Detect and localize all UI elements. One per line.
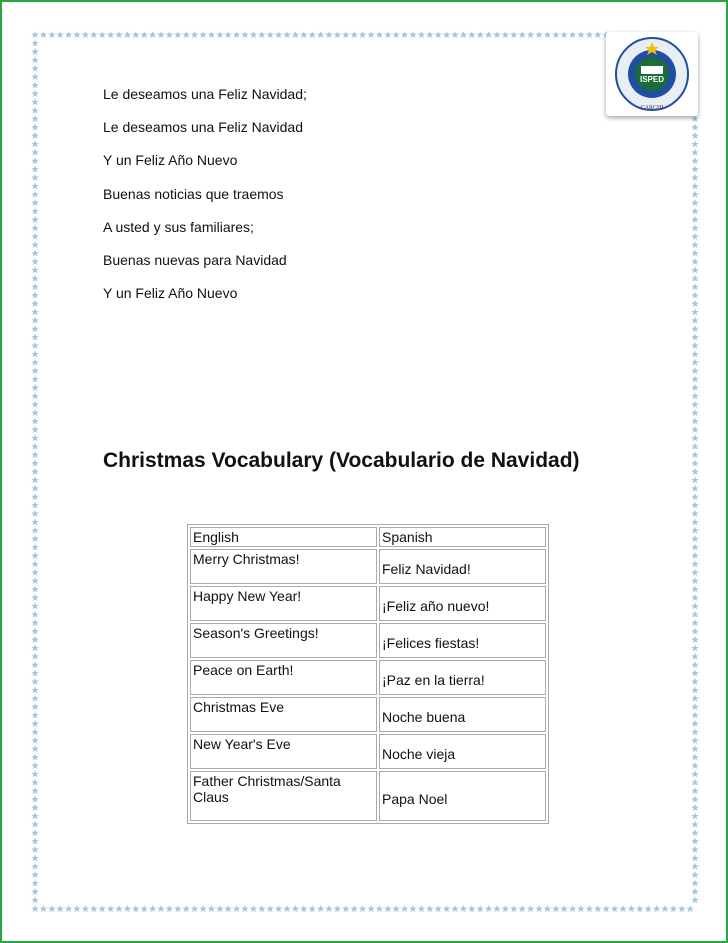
- lyric-line: Y un Feliz Año Nuevo: [103, 152, 238, 169]
- english-cell: Peace on Earth!: [190, 660, 377, 695]
- table-row: [190, 697, 546, 732]
- table-header-row: [190, 527, 546, 547]
- lyric-line: Y un Feliz Año Nuevo: [103, 285, 238, 302]
- header-english: English: [190, 527, 377, 547]
- lyric-line: Buenas nuevas para Navidad: [103, 251, 287, 268]
- english-cell: Merry Christmas!: [190, 549, 377, 584]
- table-row: [190, 734, 546, 769]
- english-cell: Happy New Year!: [190, 586, 377, 621]
- english-cell: Season's Greetings!: [190, 623, 377, 658]
- seal-icon: [610, 36, 694, 112]
- lyric-line: Buenas noticias que traemos: [103, 185, 284, 202]
- spanish-cell: ¡Paz en la tierra!: [379, 660, 546, 695]
- institute-logo: [606, 32, 698, 116]
- table-row: [190, 549, 546, 584]
- table-row: [190, 623, 546, 658]
- spanish-cell: Noche buena: [379, 697, 546, 732]
- spanish-cell: Papa Noel: [379, 771, 546, 821]
- header-spanish: Spanish: [379, 527, 546, 547]
- english-cell: New Year's Eve: [190, 734, 377, 769]
- lyric-line: Le deseamos una Feliz Navidad;: [103, 86, 307, 102]
- spanish-cell: ¡Felices fiestas!: [379, 623, 546, 658]
- lyrics-block: [103, 86, 307, 318]
- table-row: [190, 586, 546, 621]
- english-cell: Christmas Eve: [190, 697, 377, 732]
- lyric-line: A usted y sus familiares;: [103, 218, 254, 235]
- section-heading: Christmas Vocabulary (Vocabulario de Navidad): [103, 449, 580, 472]
- svg-text:ISPED: ISPED: [639, 75, 665, 84]
- spanish-cell: Noche vieja: [379, 734, 546, 769]
- table-row: [190, 660, 546, 695]
- table-row: [190, 771, 546, 821]
- svg-text:CARCHI: CARCHI: [640, 105, 664, 111]
- lyric-line: Le deseamos una Feliz Navidad: [103, 119, 304, 136]
- vocabulary-table: [187, 524, 549, 824]
- english-cell: Father Christmas/Santa Claus: [190, 771, 377, 821]
- spanish-cell: ¡Feliz año nuevo!: [379, 586, 546, 621]
- spanish-cell: Feliz Navidad!: [379, 549, 546, 584]
